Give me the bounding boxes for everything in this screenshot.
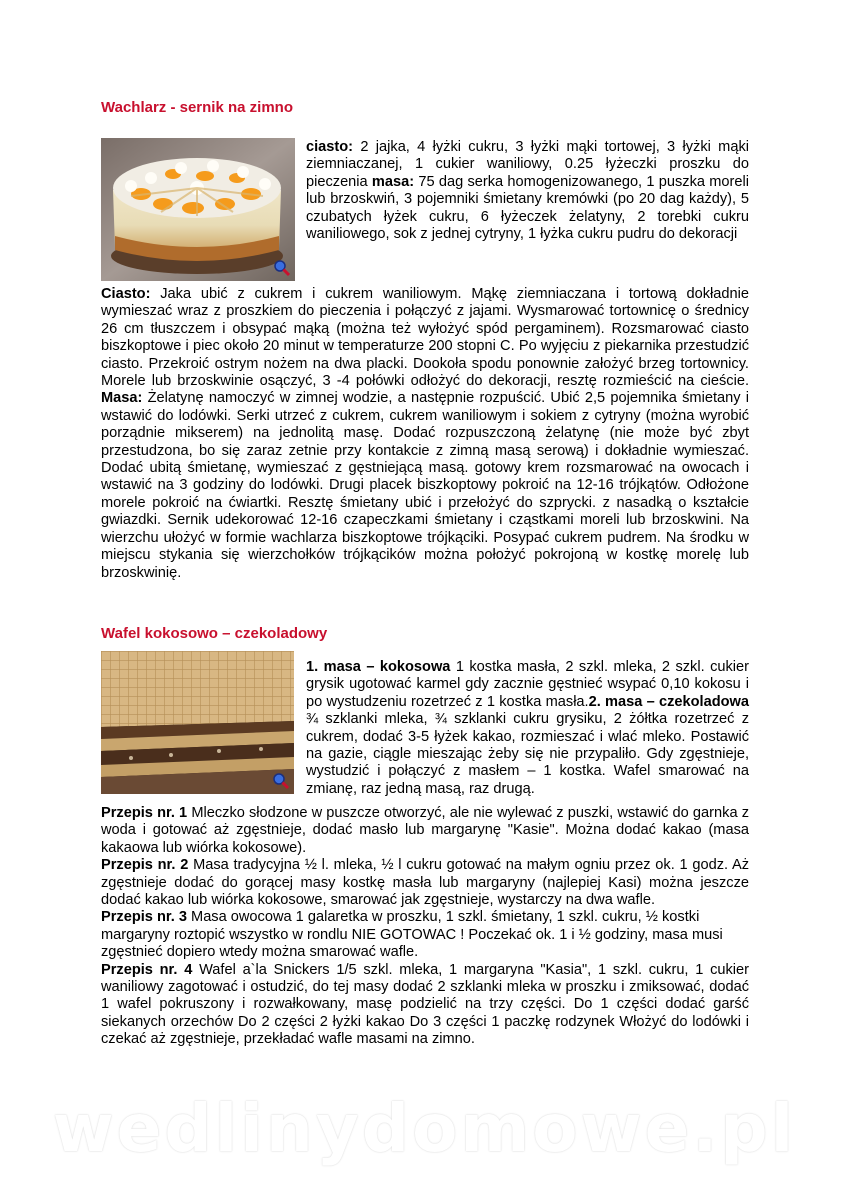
instructions-text-2: Żelatynę namoczyć w zimnej wodzie, a następnie rozpuścić. Ubić 2,5 pojemnika śmietany i wstawić do lodówki. Serki utrzeć z cukrem, cukrem waniliowym i sokiem z cytryny (można wyrobić porządnie mikserem) na jednolitą masę. Dodać rozpuszczoną żelatynę (nie może być zbyt przestudzona, bo się zaraz zetnie przy kontakcie z zimną masą serową) i dokładnie wymieszać. Dodać ubitą śmietanę, wymieszać z gęstniejącą masą. gotowy krem rozsmarować na owocach i wstawić na 3 godziny do lodówki. Drugi placek biszkoptowy pokroić na 12-16 trójkątów. Odłożone morele pokroić na ćwiartki. Resztę śmietany ubić i przełożyć do szprycki. z nasadką o kształcie gwiazdki. Sernik udekorować 12-16 czapeczkami śmietany i cząstkami moreli lub brzoskwini. Na wierzchu ułożyć w formie wachlarza biszkoptowe trójkąciki. Posypać cukrem pudrem. Na środku w miejscu stykania się wierzchołków trójkącików można położyć pokrojoną w kostkę morelę lub brzoskwinię.	[101, 390, 749, 581]
instructions-wachlarz	[101, 286, 749, 582]
label-masa-czekoladowa: 2. masa – czekoladowa	[588, 693, 749, 710]
instructions-text-1: Jaka ubić z cukrem i cukrem waniliowym. Mąkę ziemniaczana i tortową dokładnie wymieszać wraz z proszkiem do pieczenia i połączyć z jajami. Wysmarować tortownicę o średnicy 26 cm tłuszczem i obsypać mąką (można też wyłożyć spód pergaminem). Rozsmarować ciasto biszkoptowe i piec około 20 minut w temperaturze 200 stopni C. Po wyjęciu z piekarnika przestudzić ciasto. Przekroić ostrym nożem na dwa placki. Dookoła spodu ponownie założyć brzeg tortownicy. Morele lub brzoskwinie osączyć, 3 -4 połówki odłożyć do dekoracji, resztę rozmieścić na cieście.	[101, 286, 749, 390]
recipe-title-wafel: Wafel kokosowo – czekoladowy	[101, 625, 328, 642]
label-masa-kokosowa: 1. masa – kokosowa	[306, 659, 451, 675]
variant-text: Masa tradycyjna ½ l. mleka, ½ l cukru gotować na małym ogniu przez ok. 1 godz. Aż zgęstnieje dodać do gorącej masy kostkę masła lub margaryny (najlepiej Kasi) można jeszcze dodać kakao lub wiórka kokosowe, smarować jak zgęstnieje, wystarczy na dwa wafle.	[101, 857, 750, 909]
recipe-variants	[101, 805, 749, 1049]
label-ciasto: ciasto:	[306, 139, 354, 155]
label-ciasto-step: Ciasto:	[101, 286, 151, 302]
recipe-variant-1	[101, 805, 749, 857]
recipe-variant-4	[101, 962, 749, 1049]
cake-image	[101, 138, 295, 281]
variant-text: Wafel a`la Snickers 1/5 szkl. mleka, 1 margaryna "Kasia", 1 szkl. cukru, 1 cukier waniliowy zagotować i ostudzić, do tej masy dodać 2 szklanki mleka w proszku i zmiksować, dodać 1 wafel pokruszony i rozwałkowany, masę podzielić na trzy części. Do 1 części dodać garść siekanych orzechów Do 2 części 2 łyżki kakao Do 3 części 1 paczkę rodzynek Włożyć do lodówki i czekać aż zgęstnieje, przekładać wafle masami na zimno.	[101, 961, 749, 1048]
masa-kokosowa-text: 1 kostka masła, 2 szkl. mleka, 2 szkl. cukier grysik ugotować karmel gdy zacznie gęstnieć wsypać 0,10 kokosu i po wystudzeniu rozetrzeć z 1 kostka masła.	[306, 659, 749, 710]
wafer-image	[101, 651, 294, 794]
magnifier-icon	[273, 259, 291, 277]
watermark: wedlinydomowe.pl	[52, 1090, 797, 1167]
masa-czekoladowa-text: ¾ szklanki mleka, ¾ szklanki cukru grysiku, 2 żółtka rozetrzeć z cukrem, dodać 3-5 łyżek kakao, rozmieszać i wlać mleko. Postawić na gazie, ciągle mieszając żeby się nie przypaliło. Gdy zgęstnieje, wystudzić i połączyć z masłem – 1 kostka. Wafel smarować na zmianę, raz jedną masą, raz drugą.	[306, 711, 749, 797]
variant-text: Masa owocowa 1 galaretka w proszku, 1 szkl. śmietany, 1 szkl. cukru, ½ kostki margaryny roztopić wszystko w rondlu NIE GOTOWAC ! Poczekać ok. 1 i ½ godziny, masa musi zgęstnieć dopiero wtedy można smarować wafle.	[101, 909, 723, 961]
variant-label: Przepis nr. 4	[101, 961, 193, 978]
cake-photo	[101, 138, 295, 281]
recipe-title-wachlarz: Wachlarz - sernik na zimno	[101, 99, 293, 116]
label-masa-step: Masa:	[101, 390, 143, 407]
label-masa: masa:	[371, 173, 415, 190]
variant-label: Przepis nr. 2	[101, 857, 189, 874]
ingredients-text-1: 2 jajka, 4 łyżki cukru, 3 łyżki mąki tortowej, 3 łyżki mąki ziemniaczanej, 1 cukier waniliowy, 0.25 łyżeczki proszku do pieczenia	[306, 139, 749, 190]
recipe-variant-2	[101, 857, 749, 909]
wafer-photo	[101, 651, 294, 794]
variant-label: Przepis nr. 3	[101, 909, 187, 926]
variant-text: Mleczko słodzone w puszcze otworzyć, ale nie wylewać z puszki, wstawić do garnka z woda i gotować aż zgęstnieje, dodać masło lub margarynę "Kasie". Można dodać kakao (masa kakaowa lub wiórka kokosowe).	[101, 805, 750, 856]
ingredients-wachlarz	[306, 139, 749, 243]
masses-wafel	[306, 659, 749, 798]
ingredients-text-2: 75 dag serka homogenizowanego, 1 puszka moreli lub brzoskwiń, 3 pojemniki śmietany kremówki (po 20 dag każdy), 5 czubatych łyżek cukru, 6 łyżeczek żelatyny, 2 torebki cukru waniliowego, sok z jednej cytryny, 1 łyżka cukru pudru do dekoracji	[306, 173, 749, 243]
recipe-variant-3	[101, 909, 749, 961]
variant-label: Przepis nr. 1	[101, 805, 188, 821]
magnifier-icon	[272, 772, 290, 790]
